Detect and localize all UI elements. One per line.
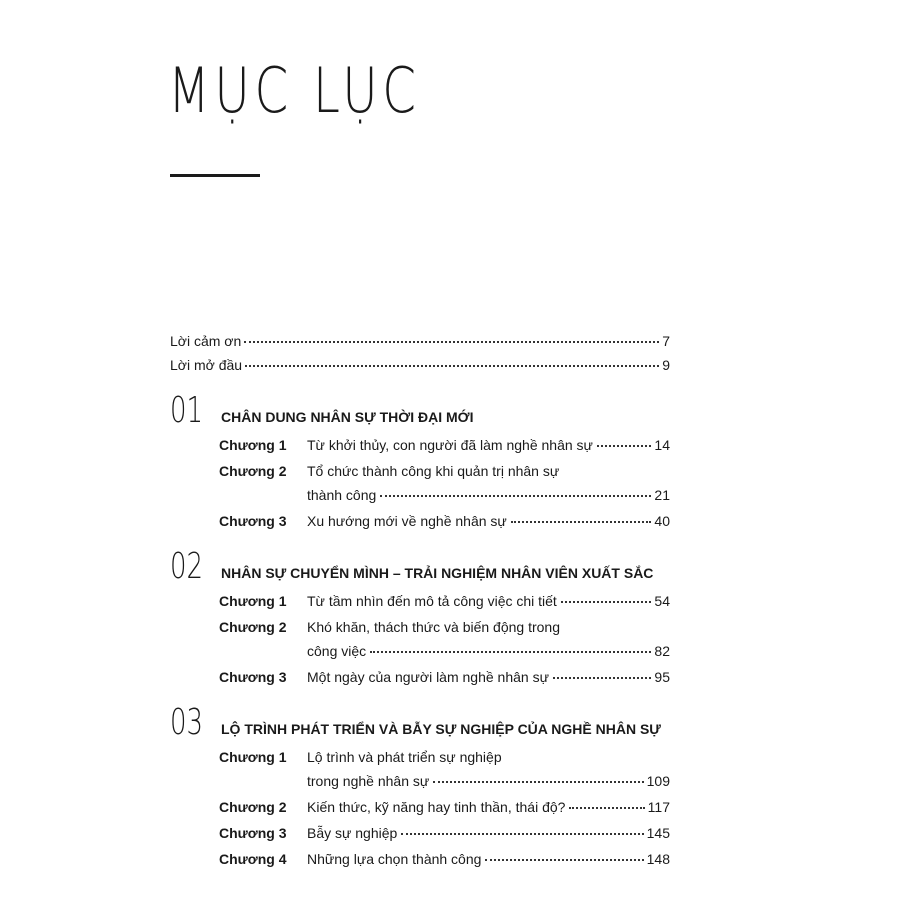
chapter-title-text: Những lựa chọn thành công — [307, 851, 482, 867]
chapter-title-text: Từ khởi thủy, con người đã làm nghề nhân sự — [307, 437, 593, 453]
dot-leader — [569, 807, 644, 809]
toc-chapter-entry[interactable] — [219, 847, 670, 871]
toc-page-number: 109 — [646, 773, 670, 789]
dot-leader — [433, 781, 643, 783]
dot-leader — [370, 651, 651, 653]
chapter-title — [307, 433, 670, 457]
chapter-title-last-line — [307, 821, 670, 845]
toc-chapter-entry[interactable] — [219, 665, 670, 689]
part-number: 03 — [170, 702, 203, 743]
toc-page-number: 40 — [654, 513, 670, 529]
toc-page-number: 54 — [654, 593, 670, 609]
chapter-label: Chương 3 — [219, 825, 287, 841]
toc-chapter-entry[interactable] — [219, 589, 670, 613]
chapter-title — [307, 745, 670, 793]
chapter-title-text: Xu hướng mới về nghề nhân sự — [307, 513, 507, 529]
chapter-title-line: Khó khăn, thách thức và biến động trong — [307, 619, 560, 635]
toc-chapter-entry[interactable] — [219, 433, 670, 457]
chapter-title — [307, 847, 670, 871]
toc-page-number: 95 — [654, 669, 670, 685]
toc-entry-acknowledgements[interactable] — [170, 333, 670, 357]
chapter-title-last-line — [307, 795, 670, 819]
toc-page-number: 9 — [662, 357, 670, 373]
chapter-title — [307, 589, 670, 613]
chapter-title — [307, 459, 670, 507]
chapter-label: Chương 2 — [219, 799, 287, 815]
dot-leader — [511, 521, 652, 523]
chapter-label: Chương 3 — [219, 513, 287, 529]
chapter-title-last-line — [307, 433, 670, 457]
chapter-title-text: Bẫy sự nghiệp — [307, 825, 398, 841]
chapter-title-last-line — [307, 483, 670, 507]
chapter-label: Chương 2 — [219, 619, 287, 635]
toc-chapter-entry[interactable] — [219, 509, 670, 533]
chapter-title — [307, 795, 670, 819]
dot-leader — [597, 445, 652, 447]
chapter-title — [307, 615, 670, 663]
chapter-title-text: công việc — [307, 643, 367, 659]
toc-page-number: 148 — [646, 851, 670, 867]
title-rule — [170, 174, 260, 177]
toc-chapter-entry[interactable] — [219, 795, 670, 819]
part-title[interactable]: NHÂN SỰ CHUYỂN MÌNH – TRẢI NGHIỆM NHÂN VIÊN XUẤT SẮC — [221, 565, 654, 581]
part-number: 01 — [170, 390, 203, 431]
toc-part — [170, 390, 670, 533]
chapter-title-text: Từ tầm nhìn đến mô tả công việc chi tiết — [307, 593, 557, 609]
toc-part — [170, 702, 670, 871]
chapter-title-text: thành công — [307, 487, 377, 503]
dot-leader — [380, 495, 651, 497]
toc-page-number: 14 — [654, 437, 670, 453]
toc-page-number: 21 — [654, 487, 670, 503]
chapter-label: Chương 4 — [219, 851, 287, 867]
dot-leader — [561, 601, 652, 603]
chapter-title-last-line — [307, 639, 670, 663]
chapter-title — [307, 821, 670, 845]
chapter-label: Chương 1 — [219, 749, 287, 765]
toc-page-number: 117 — [647, 799, 670, 815]
toc-part — [170, 546, 670, 689]
chapter-title-last-line — [307, 769, 670, 793]
page-title: MỤC LỤC — [168, 54, 421, 127]
toc-chapter-entry[interactable] — [219, 745, 670, 793]
dot-leader — [485, 859, 643, 861]
toc-chapter-entry[interactable] — [219, 459, 670, 507]
toc-chapter-entry[interactable] — [219, 615, 670, 663]
toc-page-number: 145 — [646, 825, 670, 841]
dot-leader — [244, 341, 659, 343]
dot-leader — [245, 365, 659, 367]
chapter-title-text: Một ngày của người làm nghề nhân sự — [307, 669, 549, 685]
dot-leader — [401, 833, 643, 835]
chapter-title-line: Lộ trình và phát triển sự nghiệp — [307, 749, 502, 765]
chapter-title-last-line — [307, 665, 670, 689]
chapter-title — [307, 509, 670, 533]
toc-entry-label: Lời cảm ơn — [170, 333, 242, 349]
chapter-title-line: Tổ chức thành công khi quản trị nhân sự — [307, 463, 560, 479]
toc-entry-label: Lời mở đầu — [170, 357, 243, 373]
toc-chapter-entry[interactable] — [219, 821, 670, 845]
part-title[interactable]: LỘ TRÌNH PHÁT TRIỂN VÀ BẪY SỰ NGHIỆP CỦA NGHỀ NHÂN SỰ — [221, 721, 661, 737]
chapter-title — [307, 665, 670, 689]
chapter-label: Chương 2 — [219, 463, 287, 479]
part-number: 02 — [170, 546, 203, 587]
dot-leader — [553, 677, 651, 679]
chapter-title-last-line — [307, 509, 670, 533]
toc-page-number: 82 — [654, 643, 670, 659]
part-title[interactable]: CHÂN DUNG NHÂN SỰ THỜI ĐẠI MỚI — [221, 409, 474, 425]
toc-page-number: 7 — [662, 333, 670, 349]
chapter-title-text: Kiến thức, kỹ năng hay tinh thần, thái độ? — [307, 799, 566, 815]
chapter-title-text: trong nghề nhân sự — [307, 773, 430, 789]
chapter-label: Chương 1 — [219, 437, 287, 453]
toc-entry-preface[interactable] — [170, 357, 670, 381]
chapter-label: Chương 3 — [219, 669, 287, 685]
chapter-title-last-line — [307, 589, 670, 613]
table-of-contents — [170, 333, 670, 871]
chapter-label: Chương 1 — [219, 593, 287, 609]
chapter-title-last-line — [307, 847, 670, 871]
